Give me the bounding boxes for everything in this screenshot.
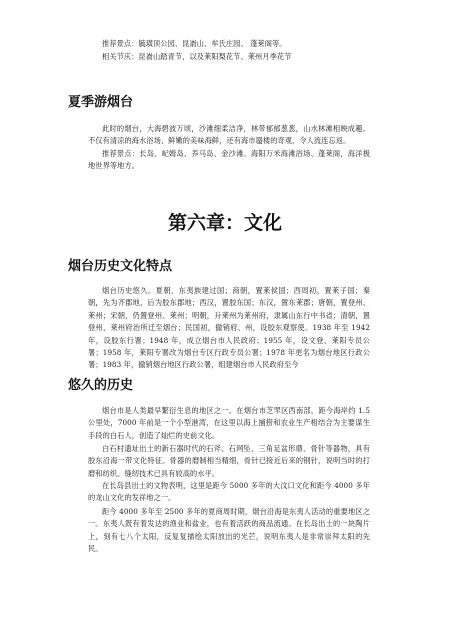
- paragraph-long-history-3: 在长岛县出土的文物表明，这里是距今 5000 多年的大汶口文化和距今 4000 多年的龙山文化的发祥地之一。: [88, 481, 370, 503]
- recommend-line-summer: 推荐景点：长岛、屺姆岛、养马岛、金沙滩、海阳万米海滩浴场、蓬莱阁，海洋极地世界等地方。: [88, 149, 370, 171]
- heading-long-history: 悠久的历史: [68, 378, 134, 393]
- heading-summer: 夏季游烟台: [68, 95, 134, 110]
- heading-history-culture: 烟台历史文化特点: [68, 259, 173, 274]
- recommend-line-spring: 推荐景点：毓璜顶公园、昆嵛山、牟氏庄园、 蓬莱阁等。: [102, 39, 287, 48]
- chapter-title: 第六章：文化: [167, 212, 282, 234]
- festival-line-spring: 相关节庆：昆嵛山踏青节，以及莱阳梨花节、莱州月季花节: [102, 52, 292, 61]
- paragraph-long-history-1: 烟台市是人类最早繁衍生息的地区之一。在烟台市芝罘区西南部，距今海岸约 1.5 公里处，7000 年前是一个小型港湾，在这里以海上捕捞和农业生产相结合为主要谋生手段的白石人，创造了灿烂的史前文化。: [88, 406, 370, 440]
- paragraph-history-culture: 烟台历史悠久。夏朝，东夷族建过国；商朝，置莱侯国；西周初，置莱子国；秦朝，先为齐郡地，后为胶东郡地；西汉，置胶东国；东汉，置东莱郡；唐朝，置登州、莱州；宋朝，仍置登州、莱州；明朝，升莱州为莱州府，隶属山东行中书省；清朝，置登州、莱州府治所迁至烟台；民国初，撤销府、州，设胶东观察使。1938 年至 1942 年，设胶东行署；1948 年，成立烟台市人民政府；1955 年，设文登、莱阳专员公署；1958 年，莱阳专署改为烟台专区行政专员公署；1978 年更名为烟台地区行政公署；1983 年，撤销烟台地区行政公署，组建烟台市人民政府至今: [88, 286, 370, 370]
- paragraph-long-history-2: 白石村遗址出土的新石器时代的石斧、石网坠、三角足盆形鼎、骨针等器物，具有胶东沿海一带文化特征。骨器的磨制相当精细，骨针已接近后来的钢针，说明当时的打磨和纺织、缝纫技术已具有较高的水平。: [88, 444, 370, 478]
- paragraph-summer: 此时的烟台，大海碧波万顷，沙滩细柔洁净，林带郁郁葱葱，山水林滩相映成趣。不仅有清凉的海水浴场、鲜嫩的美味海鲜，还有海市蜃楼的奇观，令人流连忘返。: [88, 124, 370, 146]
- paragraph-long-history-4: 距今 4000 多年至 2500 多年的夏商周时期，烟台沿海是东夷人活动的重要地区之一。东夷人既有着发达的渔业和盐业，也有着活跃的商品流通。在长岛出土的一块陶片上，刻有七八个太阳，反复复描绘太阳放出的光芒，说明东夷人是非常崇拜太阳的先民。: [88, 507, 370, 554]
